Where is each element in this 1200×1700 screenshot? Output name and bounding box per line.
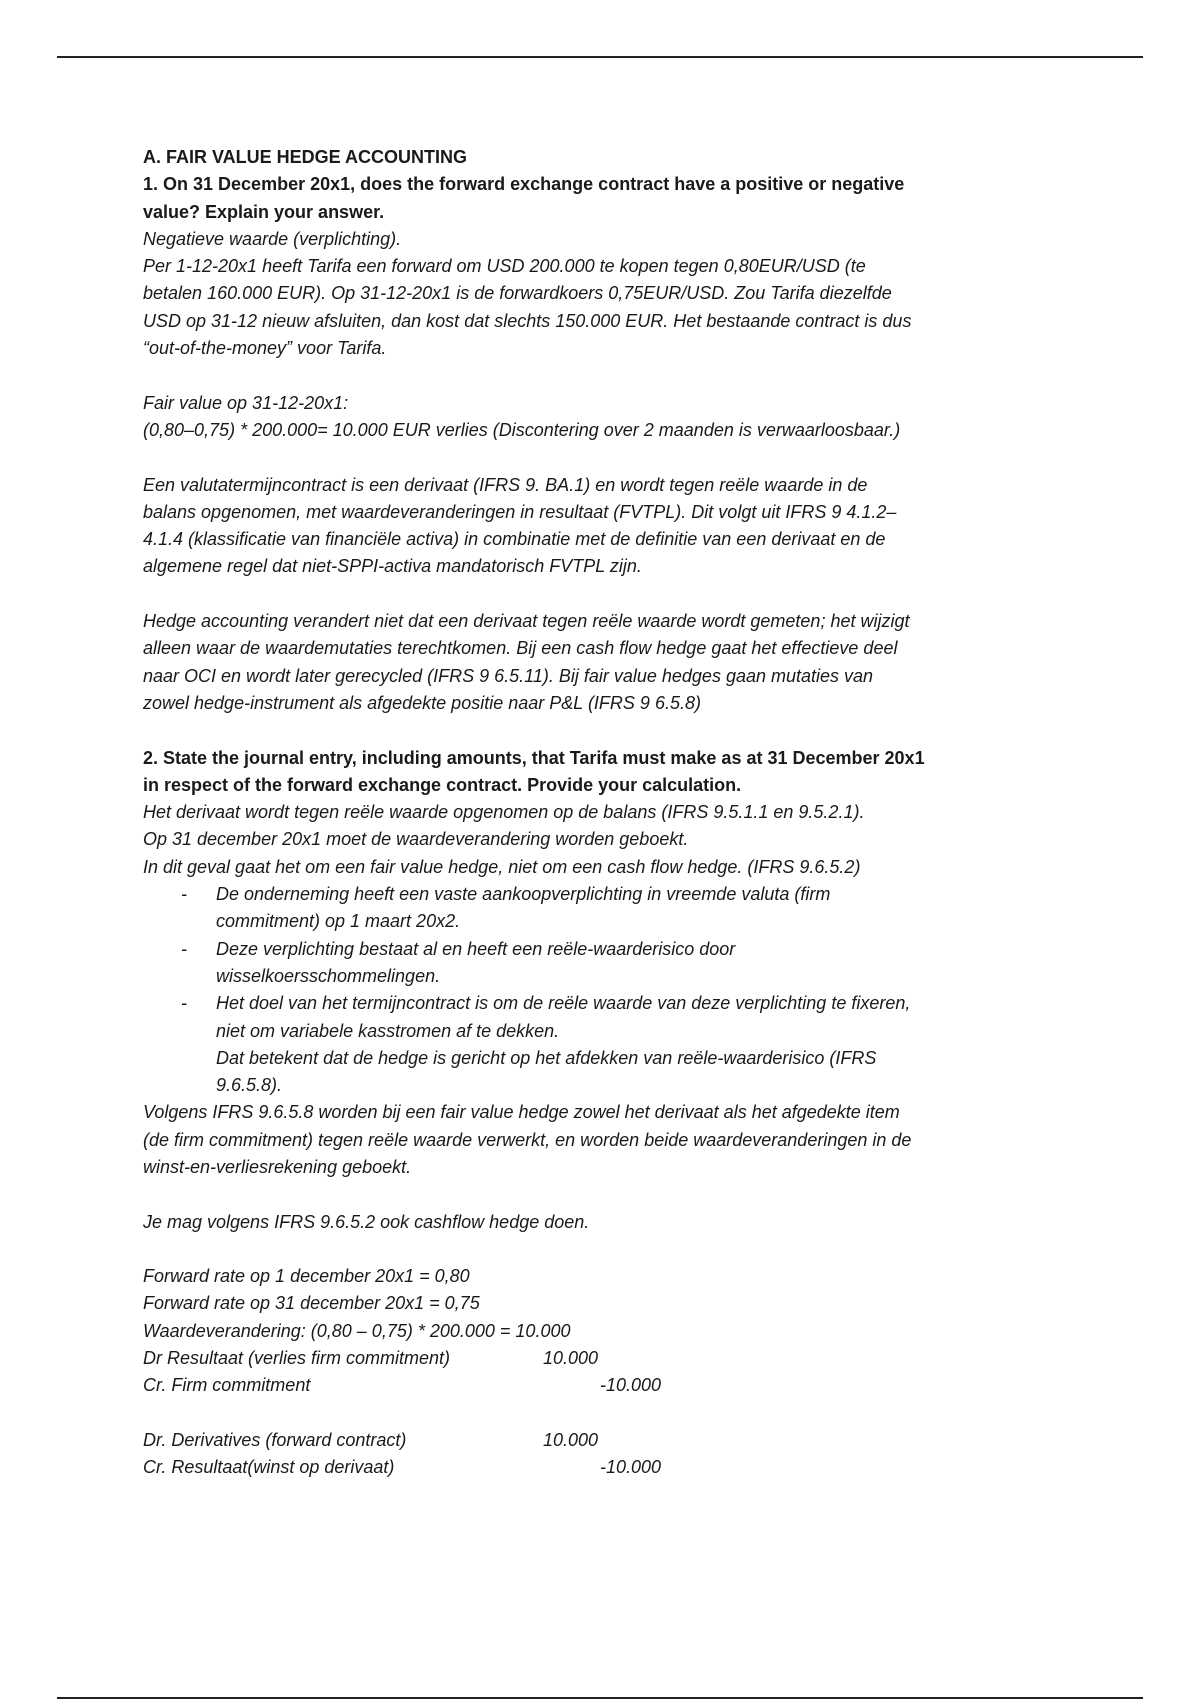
q1-para3-line: algemene regel dat niet-SPPI-activa mandatorisch FVTPL zijn. [143,556,642,577]
journal-credit-amount: -10.000 [600,1457,662,1478]
q1-para3-line: 4.1.4 (klassificatie van financiële activa) in combinatie met de definitie van een derivaat en de [143,529,886,550]
calc-line: Waardeverandering: (0,80 – 0,75) * 200.000 = 10.000 [143,1320,571,1341]
bullet-text: Het doel van het termijncontract is om de reële waarde van deze verplichting te fixeren, [216,993,911,1014]
spacer [143,581,1073,608]
q2-intro-line: Het derivaat wordt tegen reële waarde opgenomen op de balans (IFRS 9.5.1.1 en 9.5.2.1). [143,802,865,823]
q2-question-line-1: 2. State the journal entry, including amounts, that Tarifa must make as at 31 December 20x1 [143,747,925,768]
q2-fvh-line: winst-en-verliesrekening geboekt. [143,1156,412,1177]
journal-credit-row [143,1454,1073,1481]
journal-credit-amount: -10.000 [600,1375,662,1396]
spacer [143,1181,1073,1208]
q1-para4-line: alleen waar de waardemutaties terechtkomen. Bij een cash flow hedge gaat het effectieve deel [143,638,898,659]
journal-debit-label: Dr Resultaat (verlies firm commitment) [143,1348,451,1369]
q2-cashflow-note: Je mag volgens IFRS 9.6.5.2 ook cashflow hedge doen. [143,1211,590,1232]
journal-credit-label: Cr. Firm commitment [143,1375,311,1396]
q1-para4-line: zowel hedge-instrument als afgedekte positie naar P&L (IFRS 9 6.5.8) [143,692,701,713]
q1-para1-line: USD op 31-12 nieuw afsluiten, dan kost dat slechts 150.000 EUR. Het bestaande contract is dus [143,310,912,331]
bullet-continuation: commitment) op 1 maart 20x2. [216,911,461,932]
q2-intro-line: In dit geval gaat het om een fair value hedge, niet om een cash flow hedge. (IFRS 9.6.5.2) [143,856,861,877]
spacer [143,1236,1073,1263]
bullet-dash: - [181,938,187,959]
q2-fvh-line: Volgens IFRS 9.6.5.8 worden bij een fair value hedge zowel het derivaat als het afgedekte item [143,1102,900,1123]
q1-fair-value-heading: Fair value op 31-12-20x1: [143,392,349,413]
q1-para1-line: betalen 160.000 EUR). Op 31-12-20x1 is de forwardkoers 0,75EUR/USD. Zou Tarifa diezelfde [143,283,892,304]
journal-debit-amount: 10.000 [543,1348,599,1369]
q1-para4-line: Hedge accounting verandert niet dat een derivaat tegen reële waarde wordt gemeten; het wijzigt [143,611,910,632]
list-item [143,990,1073,1017]
q2-question-line-2: in respect of the forward exchange contract. Provide your calculation. [143,774,742,795]
q1-question-line-2: value? Explain your answer. [143,201,385,222]
list-item [143,881,1073,908]
spacer [143,1400,1073,1427]
journal-debit-amount: 10.000 [543,1429,599,1450]
section-title: A. FAIR VALUE HEDGE ACCOUNTING [143,147,468,167]
bullet-text: Deze verplichting bestaat al en heeft een reële-waarderisico door [216,938,736,959]
bullet-continuation: wisselkoersschommelingen. [216,965,441,986]
bullet-text: De onderneming heeft een vaste aankoopverplichting in vreemde valuta (firm [216,884,831,905]
q1-para3-line: Een valutatermijncontract is een derivaat (IFRS 9. BA.1) en wordt tegen reële waarde in de [143,474,868,495]
spacer [143,444,1073,471]
journal-debit-row [143,1345,1073,1372]
spacer [143,362,1073,389]
q1-para3-line: balans opgenomen, met waardeveranderingen in resultaat (FVTPL). Dit volgt uit IFRS 9 4.1.2– [143,501,897,522]
q1-para1-line: Per 1-12-20x1 heeft Tarifa een forward om USD 200.000 te kopen tegen 0,80EUR/USD (te [143,256,866,277]
calc-line: Forward rate op 1 december 20x1 = 0,80 [143,1266,470,1287]
footer-rule [57,1697,1143,1699]
bullet-continuation: Dat betekent dat de hedge is gericht op het afdekken van reële-waarderisico (IFRS [216,1047,877,1068]
journal-debit-row [143,1427,1073,1454]
q2-fvh-line: (de firm commitment) tegen reële waarde verwerkt, en worden beide waardeveranderingen in de [143,1129,912,1150]
q2-intro-line: Op 31 december 20x1 moet de waardeverandering worden geboekt. [143,829,689,850]
bullet-continuation: 9.6.5.8). [216,1075,283,1096]
list-item [143,936,1073,963]
q1-para4-line: naar OCI en wordt later gerecycled (IFRS 9 6.5.11). Bij fair value hedges gaan mutaties van [143,665,874,686]
q1-fair-value-calc: (0,80–0,75) * 200.000= 10.000 EUR verlies (Discontering over 2 maanden is verwaarloosbaar.) [143,419,901,440]
header-rule [57,56,1143,58]
journal-credit-label: Cr. Resultaat(winst op derivaat) [143,1457,395,1478]
spacer [143,717,1073,744]
bullet-dash: - [181,993,187,1014]
q1-para1-line: “out-of-the-money” voor Tarifa. [143,338,387,359]
journal-credit-row [143,1372,1073,1399]
bullet-continuation: niet om variabele kasstromen af te dekken. [216,1020,560,1041]
journal-debit-label: Dr. Derivatives (forward contract) [143,1429,407,1450]
q1-question-line-1: 1. On 31 December 20x1, does the forward exchange contract have a positive or negative [143,174,905,195]
q1-answer-intro: Negatieve waarde (verplichting). [143,228,402,249]
bullet-dash: - [181,884,187,905]
calc-line: Forward rate op 31 december 20x1 = 0,75 [143,1293,480,1314]
document-body [143,144,1073,1482]
